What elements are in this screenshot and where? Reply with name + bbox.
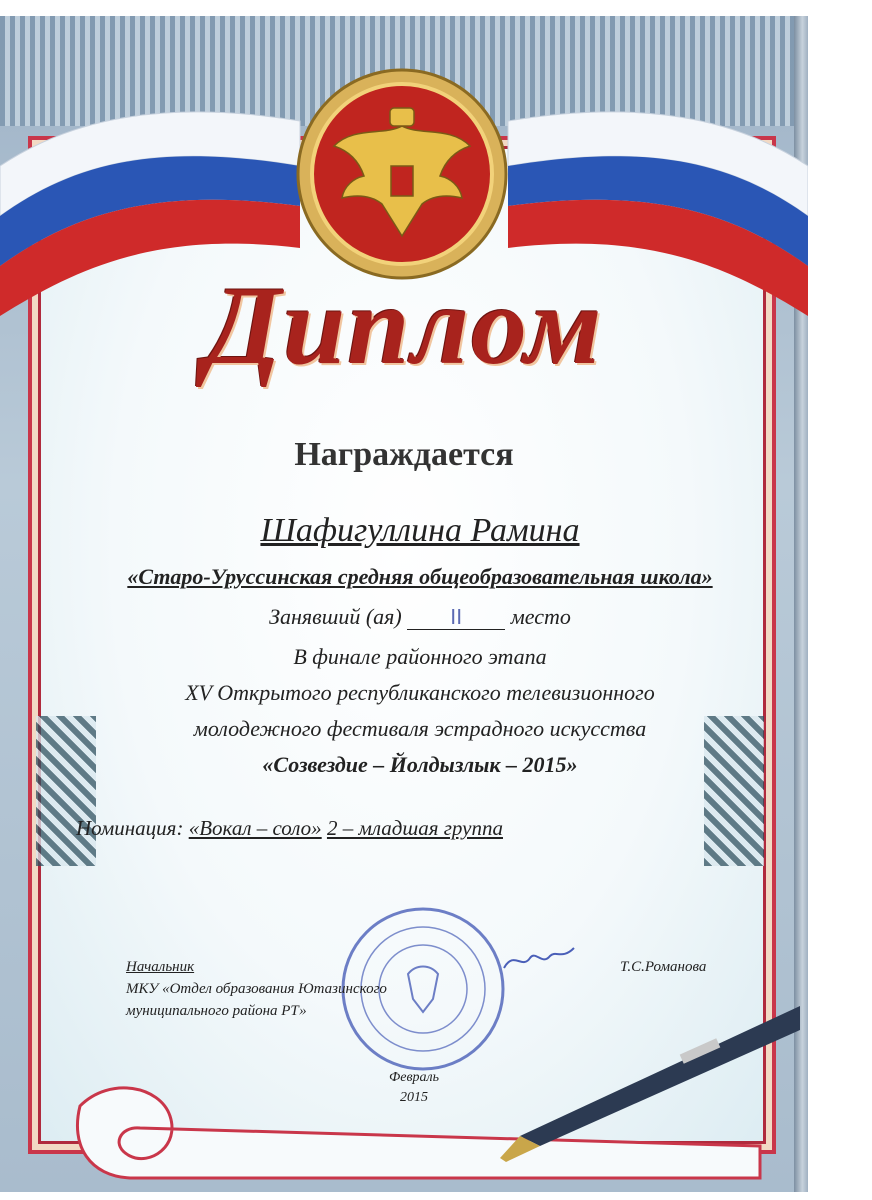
place-line [60,604,780,630]
signer-org-line-1: МКУ «Отдел образования Ютазинского [126,981,387,997]
coat-of-arms-emblem [294,66,510,282]
signer-name: Т.С.Романова [620,959,707,975]
place-value: II [407,605,505,630]
nomination-line [76,816,503,841]
diploma-title: Диплом [204,264,604,388]
signature-block-left [126,956,387,1022]
signer-position: Начальник [126,959,195,975]
school-name: «Старо-Уруссинская средняя общеобразовательная школа» [127,564,713,589]
finals-line: В финале районного этапа [293,644,547,669]
awarded-heading: Награждается [294,436,514,473]
festival-line-2: молодежного фестиваля эстрадного искусства [193,716,647,741]
issue-month: Февраль [388,1070,440,1085]
recipient-name: Шафигуллина Рамина [260,512,580,549]
fountain-pen-icon [500,1006,800,1166]
issue-date [384,1068,444,1108]
festival-name: «Созвездие – Йолдызлык – 2015» [262,752,578,777]
handwritten-signature [500,940,580,980]
signer-org-line-2: муниципального района РТ» [126,1003,307,1019]
issue-year: 2015 [400,1090,428,1105]
festival-line-1: XV Открытого республиканского телевизионного [185,680,655,705]
place-prefix: Занявший (ая) [269,604,402,629]
nomination-group: 2 – младшая группа [326,816,503,840]
nomination-value: «Вокал – соло» [188,816,322,840]
nomination-label: Номинация: [76,816,184,840]
place-suffix: место [510,604,571,629]
